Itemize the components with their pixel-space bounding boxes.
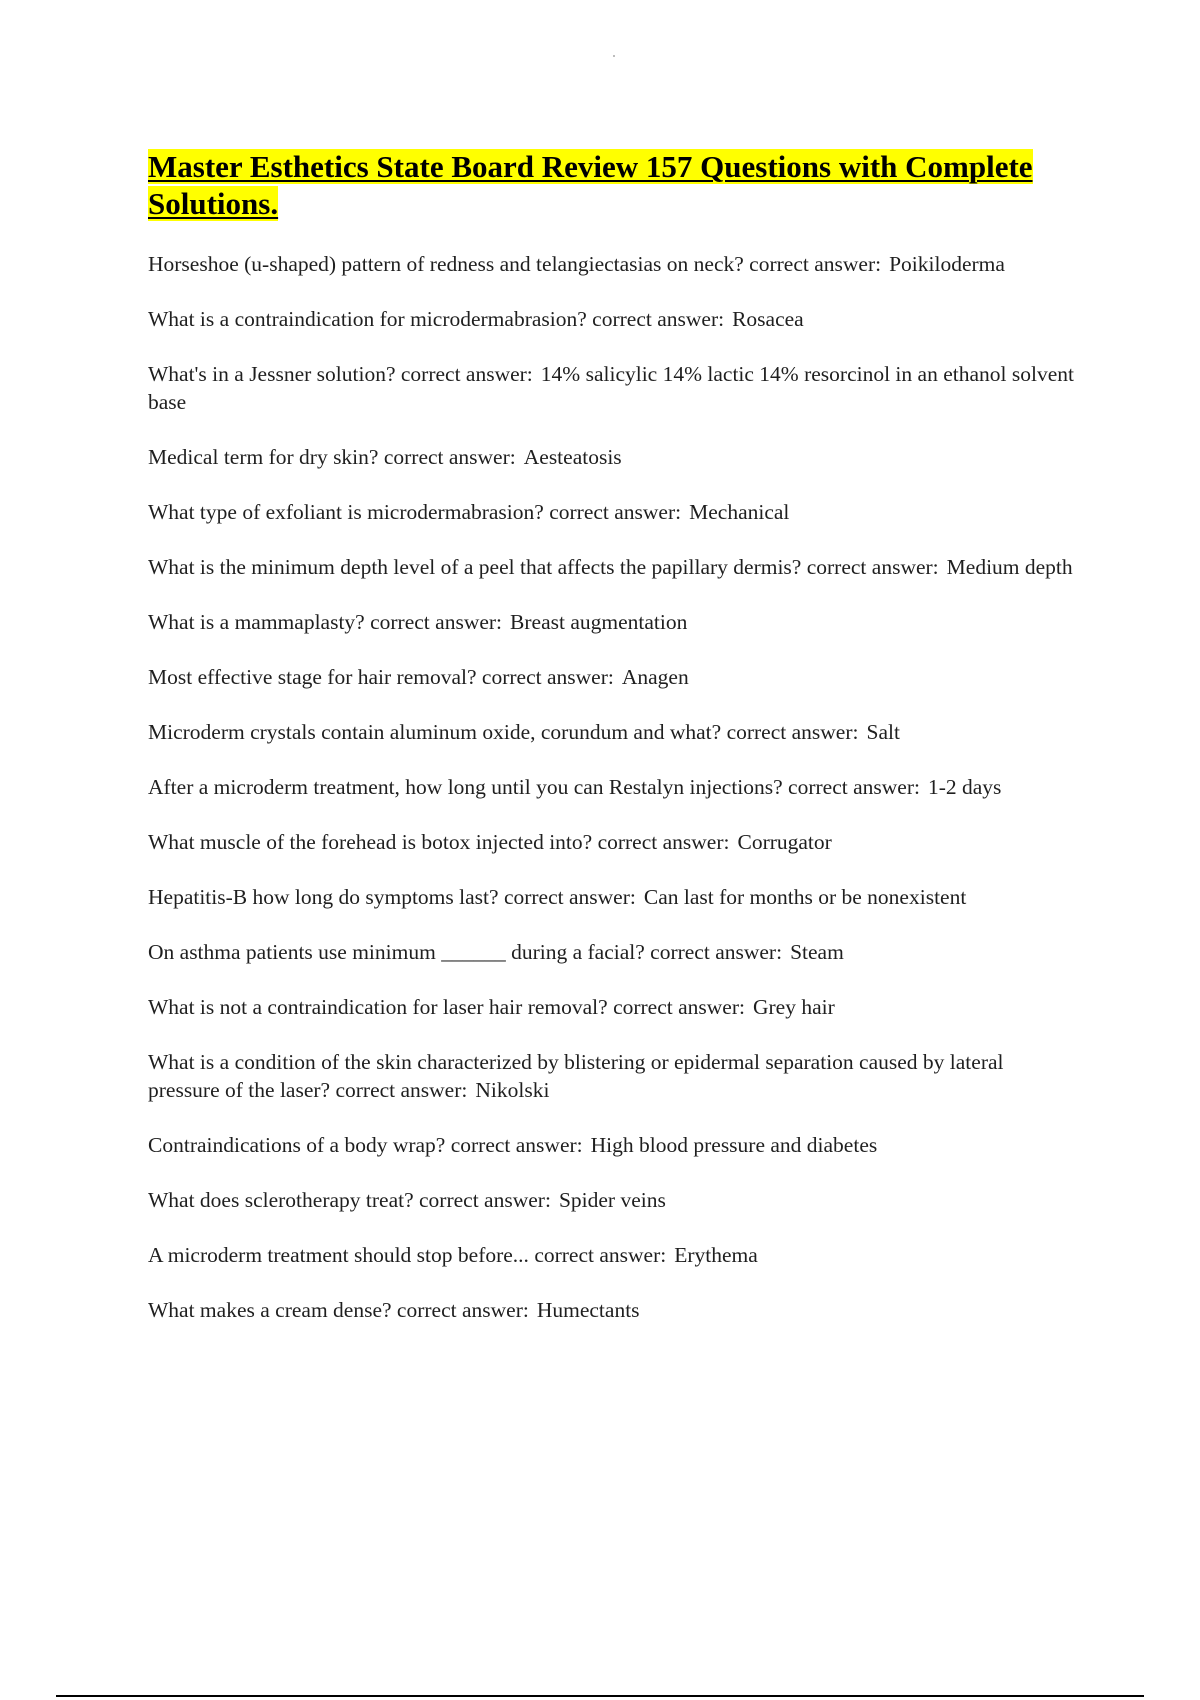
answer-label: correct answer: bbox=[396, 1298, 529, 1322]
question-text: On asthma patients use minimum ______ during a facial? bbox=[148, 940, 645, 964]
answer-text: Nikolski bbox=[475, 1078, 550, 1102]
answer-text: Can last for months or be nonexistent bbox=[643, 885, 967, 909]
answer-text: Erythema bbox=[674, 1243, 758, 1267]
scan-speck bbox=[613, 55, 615, 57]
question-text: What is a mammaplasty? bbox=[148, 610, 365, 634]
qa-list bbox=[148, 250, 1078, 1351]
answer-text: Anagen bbox=[621, 665, 689, 689]
question-text: Microderm crystals contain aluminum oxide, corundum and what? bbox=[148, 720, 722, 744]
answer-label: correct answer: bbox=[534, 1243, 667, 1267]
answer-label: correct answer: bbox=[597, 830, 730, 854]
answer-label: correct answer: bbox=[370, 610, 503, 634]
answer-label: correct answer: bbox=[650, 940, 783, 964]
qa-item bbox=[148, 498, 1078, 526]
answer-label: correct answer: bbox=[450, 1133, 583, 1157]
document-title-text: Master Esthetics State Board Review 157 Questions with Complete Solutions. bbox=[148, 149, 1033, 221]
answer-text: Rosacea bbox=[732, 307, 804, 331]
question-text: Hepatitis-B how long do symptoms last? bbox=[148, 885, 499, 909]
question-text: What muscle of the forehead is botox injected into? bbox=[148, 830, 593, 854]
answer-label: correct answer: bbox=[806, 555, 939, 579]
answer-text: 14% salicylic 14% lactic 14% resorcinol in an ethanol solvent base bbox=[148, 362, 1074, 414]
answer-label: correct answer: bbox=[613, 995, 745, 1019]
answer-label: correct answer: bbox=[419, 1188, 551, 1212]
page-bottom-rule bbox=[56, 1695, 1144, 1697]
answer-text: Mechanical bbox=[689, 500, 790, 524]
answer-text: Breast augmentation bbox=[510, 610, 688, 634]
question-text: A microderm treatment should stop before... bbox=[148, 1243, 529, 1267]
answer-label: correct answer: bbox=[335, 1078, 468, 1102]
answer-text: Spider veins bbox=[558, 1188, 666, 1212]
answer-text: Salt bbox=[866, 720, 900, 744]
answer-label: correct answer: bbox=[788, 775, 920, 799]
answer-text: Corrugator bbox=[737, 830, 832, 854]
question-text: What's in a Jessner solution? bbox=[148, 362, 396, 386]
question-text: What is the minimum depth level of a peel that affects the papillary dermis? bbox=[148, 555, 802, 579]
qa-item bbox=[148, 553, 1078, 581]
answer-text: Steam bbox=[790, 940, 844, 964]
answer-label: correct answer: bbox=[592, 307, 725, 331]
qa-item bbox=[148, 993, 1078, 1021]
answer-text: Humectants bbox=[536, 1298, 640, 1322]
question-text: What does sclerotherapy treat? bbox=[148, 1188, 414, 1212]
question-text: What is a contraindication for microdermabrasion? bbox=[148, 307, 587, 331]
qa-item bbox=[148, 1296, 1078, 1324]
answer-text: Aesteatosis bbox=[523, 445, 622, 469]
question-text: What type of exfoliant is microdermabrasion? bbox=[148, 500, 544, 524]
qa-item bbox=[148, 1241, 1078, 1269]
document-title bbox=[148, 148, 1078, 222]
answer-label: correct answer: bbox=[383, 445, 516, 469]
answer-text: 1-2 days bbox=[927, 775, 1002, 799]
qa-item bbox=[148, 608, 1078, 636]
qa-item bbox=[148, 718, 1078, 746]
question-text: Contraindications of a body wrap? bbox=[148, 1133, 446, 1157]
question-text: What makes a cream dense? bbox=[148, 1298, 392, 1322]
qa-item bbox=[148, 305, 1078, 333]
qa-item bbox=[148, 250, 1078, 278]
question-text: Most effective stage for hair removal? bbox=[148, 665, 477, 689]
question-text: Medical term for dry skin? bbox=[148, 445, 379, 469]
answer-text: High blood pressure and diabetes bbox=[590, 1133, 878, 1157]
answer-label: correct answer: bbox=[549, 500, 682, 524]
answer-label: correct answer: bbox=[481, 665, 614, 689]
question-text: What is not a contraindication for laser hair removal? bbox=[148, 995, 608, 1019]
qa-item bbox=[148, 828, 1078, 856]
qa-item bbox=[148, 1131, 1078, 1159]
qa-item bbox=[148, 773, 1078, 801]
qa-item bbox=[148, 883, 1078, 911]
qa-item bbox=[148, 938, 1078, 966]
qa-item bbox=[148, 663, 1078, 691]
answer-label: correct answer: bbox=[726, 720, 859, 744]
qa-item bbox=[148, 1186, 1078, 1214]
answer-text: Poikiloderma bbox=[889, 252, 1005, 276]
question-text: Horseshoe (u-shaped) pattern of redness and telangiectasias on neck? bbox=[148, 252, 744, 276]
qa-item bbox=[148, 443, 1078, 471]
qa-item bbox=[148, 1048, 1078, 1104]
answer-label: correct answer: bbox=[749, 252, 882, 276]
qa-item bbox=[148, 360, 1078, 416]
answer-label: correct answer: bbox=[503, 885, 636, 909]
answer-label: correct answer: bbox=[400, 362, 533, 386]
answer-text: Medium depth bbox=[946, 555, 1073, 579]
question-text: After a microderm treatment, how long until you can Restalyn injections? bbox=[148, 775, 783, 799]
question-text: What is a condition of the skin characterized by blistering or epidermal separation caused by lateral pressure of the laser? bbox=[148, 1050, 1004, 1102]
answer-text: Grey hair bbox=[752, 995, 835, 1019]
